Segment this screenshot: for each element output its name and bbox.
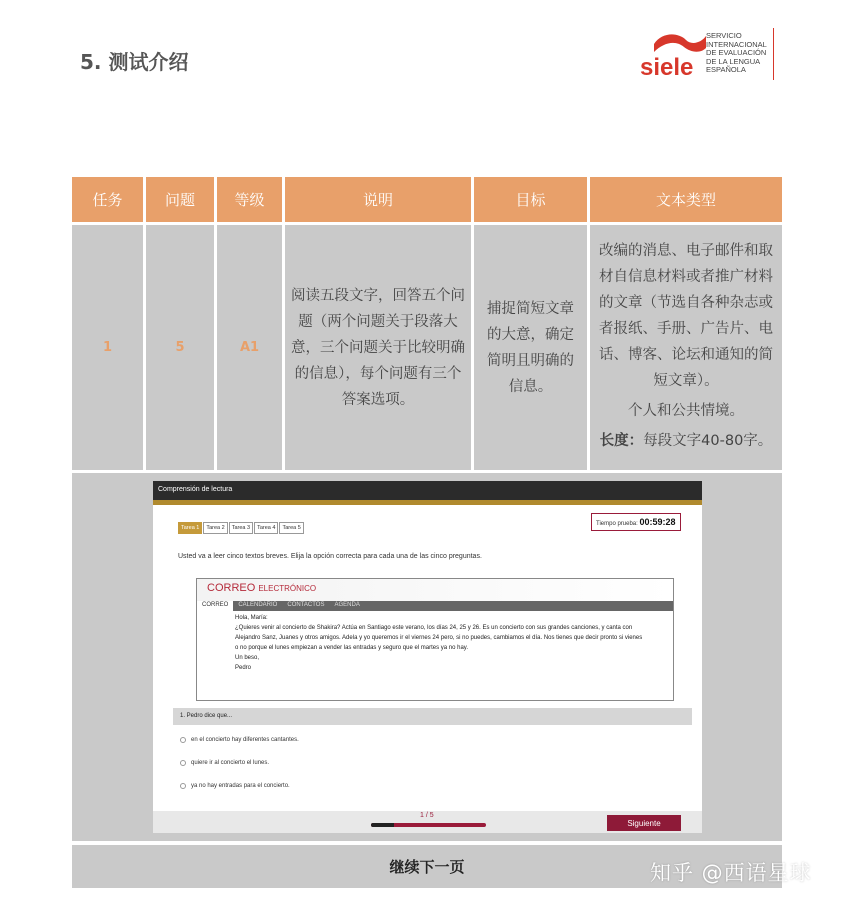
logo-text: SERVICIO INTERNACIONAL DE EVALUACIÓN DE LA LENGUA ESPAÑOLA xyxy=(706,31,767,75)
header-description: 说明 xyxy=(285,177,471,222)
header-questions: 问题 xyxy=(146,177,214,222)
email-nav-correo: CORREO xyxy=(197,601,233,611)
cell-task: 1 xyxy=(72,225,143,470)
answer-option-c[interactable]: ya no hay entradas para el concierto. xyxy=(180,783,290,789)
email-panel xyxy=(196,578,674,701)
task-table xyxy=(72,177,782,470)
tab-tarea-5[interactable]: Tarea 5 xyxy=(279,522,303,534)
task-tabs xyxy=(178,522,305,534)
tab-tarea-1[interactable]: Tarea 1 xyxy=(178,522,202,534)
siele-logo xyxy=(640,28,780,82)
cell-text-type xyxy=(590,225,782,470)
logo-word: siele xyxy=(640,54,694,81)
timer: Tiempo prueba: 00:59:28 xyxy=(591,513,681,531)
tab-tarea-4[interactable]: Tarea 4 xyxy=(254,522,278,534)
timer-value: 00:59:28 xyxy=(639,517,676,527)
email-body: Hola, María: ¿Quieres venir al concierto de Shakira? Actúa en Santiago este verano, los días 24, 25 y 26. Es un concierto con sus grandes canciones, y canta con Alejandro Sanz, Juanes y otros amigos. Adela y yo queremos ir el viernes 24 pero, si no puedes, cambiamos el día. Nos tienes que decir pronto si vienes o no porque el lunes empiezan a vender las entradas y seguro que el martes ya no hay. Un beso, Pedro xyxy=(235,615,643,671)
exam-window-title: Comprensión de lectura xyxy=(153,481,702,500)
text-types: 改编的消息、电子邮件和取材自信息材料或者推广材料的文章（节选自各种杂志或者报纸、手册、广告片、电话、博客、论坛和通知的简短文章）。 xyxy=(599,242,773,389)
watermark: 知乎 @西语星球 xyxy=(650,861,812,885)
tab-tarea-2[interactable]: Tarea 2 xyxy=(203,522,227,534)
cell-description: 阅读五段文字，回答五个问题（两个问题关于段落大意，三个问题关于比较明确的信息），每个问题有三个答案选项。 xyxy=(285,225,471,470)
progress-bar xyxy=(371,823,486,827)
cell-level: A1 xyxy=(217,225,282,470)
table-header-row xyxy=(72,177,782,222)
flag-icon xyxy=(652,30,708,54)
gold-strip xyxy=(153,500,702,505)
email-nav xyxy=(197,601,673,611)
instruction: Usted va a leer cinco textos breves. Elija la opción correcta para cada una de las cinco preguntas. xyxy=(178,553,482,560)
question-stem: 1. Pedro dice que... xyxy=(173,708,692,725)
header-level: 等级 xyxy=(217,177,282,222)
table-row xyxy=(72,225,782,470)
cell-questions: 5 xyxy=(146,225,214,470)
email-nav-calendario: CALENDARIO xyxy=(238,602,278,608)
email-header: CORREO ELECTRÓNICO xyxy=(197,579,673,601)
cell-goal: 捕捉简短文章的大意，确定简明且明确的信息。 xyxy=(474,225,587,470)
radio-icon[interactable] xyxy=(180,737,186,743)
logo-divider xyxy=(773,28,774,80)
continue-next-page: 继续下一页 xyxy=(72,845,782,888)
answer-option-b[interactable]: quiere ir al concierto el lunes. xyxy=(180,760,269,766)
next-button[interactable]: Siguiente xyxy=(607,815,681,831)
email-nav-contactos: CONTACTOS xyxy=(287,602,325,608)
email-nav-agenda: AGENDA xyxy=(334,602,360,608)
header-goal: 目标 xyxy=(474,177,587,222)
header-task: 任务 xyxy=(72,177,143,222)
page-title: 5. 测试介绍 xyxy=(80,50,189,74)
length: 长度：每段文字40-80字。 xyxy=(599,432,773,449)
page-counter: 1 / 5 xyxy=(420,812,434,819)
exam-screenshot xyxy=(153,481,702,833)
answer-option-a[interactable]: en el concierto hay diferentes cantantes. xyxy=(180,737,299,743)
tab-tarea-3[interactable]: Tarea 3 xyxy=(229,522,253,534)
radio-icon[interactable] xyxy=(180,783,186,789)
radio-icon[interactable] xyxy=(180,760,186,766)
header-text-type: 文本类型 xyxy=(590,177,782,222)
context: 个人和公共情境。 xyxy=(628,402,744,419)
